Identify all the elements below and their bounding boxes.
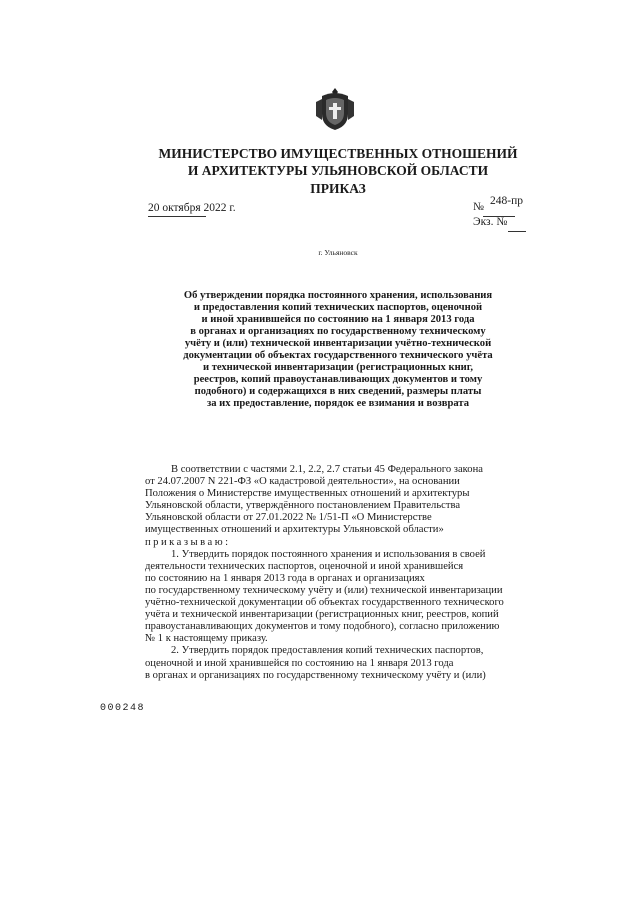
subject-line: и иной хранившейся по состоянию на 1 января 2013 года	[201, 314, 475, 325]
date-underline	[148, 216, 206, 217]
preamble-line: Ульяновской области от 27.01.2022 № 1/51-П «О Министерстве	[145, 512, 432, 524]
number-label: №	[473, 201, 484, 213]
order-subject	[160, 290, 516, 410]
subject-line: в органах и организациях по государственному техническому	[190, 326, 486, 337]
preamble-line: В соответствии с частями 2.1, 2.2, 2.7 статьи 45 Федерального закона	[171, 464, 483, 475]
subject-line: реестров, копий правоустанавливающих документов и тому	[193, 374, 483, 385]
copy-number-label: Экз. №	[473, 216, 508, 228]
item2-line: оценочной и иной хранившейся по состоянию на 1 января 2013 года	[145, 657, 454, 669]
item1-line: № 1 к настоящему приказу.	[145, 633, 268, 645]
order-word: приказываю:	[145, 536, 231, 548]
ministry-line-2: И АРХИТЕКТУРЫ УЛЬЯНОВСКОЙ ОБЛАСТИ	[187, 163, 489, 178]
item1-line: правоустанавливающих документов и тому подобного), согласно приложению	[145, 621, 500, 633]
subject-line: учёту и (или) технической инвентаризации учётно-технической	[184, 338, 492, 349]
document-type: ПРИКАЗ	[310, 181, 366, 196]
item1-line: учётно-технической документации об объектах государственного технического	[145, 597, 504, 609]
item1-line: по государственному техническому учёту и (или) технической инвентаризации	[145, 584, 503, 596]
preamble-line: от 24.07.2007 N 221-ФЗ «О кадастровой деятельности», на основании	[145, 476, 460, 488]
subject-line: и технической инвентаризации (регистрационных книг,	[202, 362, 474, 373]
item1-line: 1. Утвердить порядок постоянного хранения и использования в своей	[171, 548, 486, 560]
item1-line: учёта и технической инвентаризации (регистрационных книг, реестров, копий	[145, 609, 499, 621]
ministry-line-1: МИНИСТЕРСТВО ИМУЩЕСТВЕННЫХ ОТНОШЕНИЙ	[158, 146, 518, 161]
order-date: 20 октября 2022 г.	[148, 202, 236, 214]
preamble-line: Ульяновской области, утверждённого постановлением Правительства	[145, 500, 461, 512]
subject-line: Об утверждении порядка постоянного хранения, использования	[183, 290, 493, 301]
stamp-number: 000248	[100, 703, 146, 714]
subject-line: за их предоставление, порядок ее взимания и возврата	[206, 398, 470, 409]
order-number: 248-пр	[489, 195, 523, 207]
subject-line: документации об объектах государственного технического учёта	[183, 350, 493, 361]
item2-line: в органах и организациях по государственному техническому учёту и (или)	[145, 669, 486, 681]
subject-line: и предоставления копий технических паспортов, оценочной	[193, 302, 483, 313]
item2-line: 2. Утвердить порядок предоставления копий технических паспортов,	[171, 645, 484, 657]
preamble-line: Положения о Министерстве имущественных отношений и архитектуры	[145, 488, 470, 500]
ministry-name	[150, 145, 526, 179]
number-underline	[483, 216, 515, 217]
item1-line: деятельности технических паспортов, оценочной и иной хранившейся	[145, 560, 464, 572]
item1-line: по состоянию на 1 января 2013 года в органах и организациях	[145, 572, 425, 584]
city: г. Ульяновск	[318, 248, 358, 257]
order-number-block	[473, 195, 523, 230]
order-body	[145, 464, 537, 682]
preamble-line: имущественных отношений и архитектуры Ульяновской области»	[145, 524, 444, 536]
coat-of-arms-icon	[312, 86, 358, 132]
copy-number-underline	[508, 231, 526, 232]
subject-line: подобного) и содержащихся в них сведений, размеры платы	[194, 386, 482, 397]
